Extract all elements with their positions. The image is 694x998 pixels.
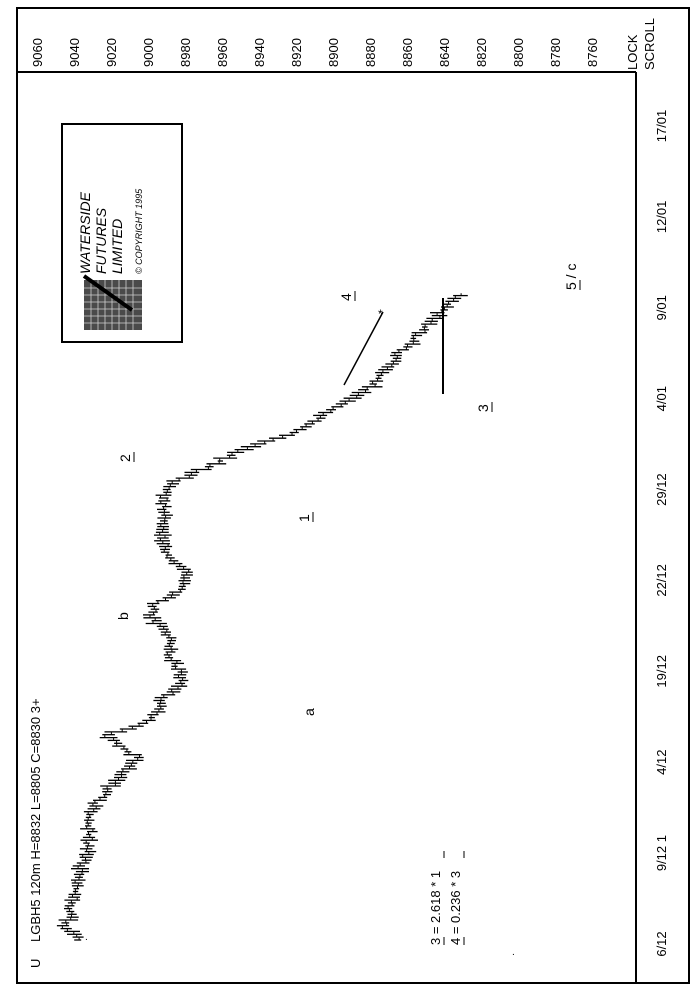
stray-dot-2: . [85,932,88,943]
price-tick-label: 8860 [400,38,415,67]
logo-line-3: LIMITED [109,218,125,274]
price-tick-label: 9060 [30,38,45,67]
price-tick-label: 8780 [548,38,563,67]
formula-1: 3 = 2.618 * 1 [428,870,443,945]
trendline-end-marker: * [378,307,383,321]
chart-title: LGBH5 120m H=8832 L=8805 C=8830 3+ [28,698,43,942]
logo-line-2: FUTURES [93,207,109,274]
date-tick-label: 9/12 1 [654,835,669,872]
wave-label-5c: 5 / c [563,263,579,290]
price-tick-label: 8920 [289,38,304,67]
date-tick-label: 29/12 [654,473,669,506]
price-tick-label: 8900 [326,38,341,67]
date-tick-label: 6/12 [654,931,669,957]
corner-label: U [28,958,43,968]
logo-line-1: WATERSIDE [77,192,93,274]
price-tick-label: 8880 [363,38,378,67]
price-tick-label: 9020 [104,38,119,67]
wave-label-b: b [115,612,131,620]
date-tick-label: 9/01 [654,295,669,321]
date-tick-label: 12/01 [654,200,669,234]
date-tick-label: 19/12 [654,655,669,688]
wave-label-a: a [301,708,317,716]
price-tick-label: 8960 [215,38,230,67]
date-tick-label: 17/01 [654,109,669,143]
date-tick-label: 4/12 [654,749,669,775]
price-tick-label: 8980 [178,38,193,67]
axis-controls [625,18,657,70]
logo-box [62,124,182,342]
logo-copyright: © COPYRIGHT 1995 [134,188,144,274]
wave-label-2: 2 [117,454,133,462]
outer-frame [17,8,689,983]
price-tick-label: 8800 [511,38,526,67]
price-tick-label: 8760 [585,38,600,67]
date-tick-label: 4/01 [654,386,669,412]
formula-2: 4 = 0.236 * 3 [448,870,463,945]
wave-label-4: 4 [338,293,354,301]
scroll-button[interactable]: SCROLL [642,17,657,70]
price-tick-label: 8640 [437,38,452,67]
wave-label-3: 3 [475,404,491,412]
price-tick-label: 9000 [141,38,156,67]
date-axis [654,110,669,957]
price-tick-label: 9040 [67,38,82,67]
price-tick-label: 8820 [474,38,489,67]
wave-4-trendline [344,312,383,385]
lock-button[interactable]: LOCK [625,34,640,70]
price-axis [30,38,600,67]
date-tick-label: 22/12 [654,564,669,597]
wave-label-underlines [134,280,580,945]
price-tick-label: 8940 [252,38,267,67]
wave-label-1: 1 [296,514,312,522]
stray-dot: . [512,947,515,958]
